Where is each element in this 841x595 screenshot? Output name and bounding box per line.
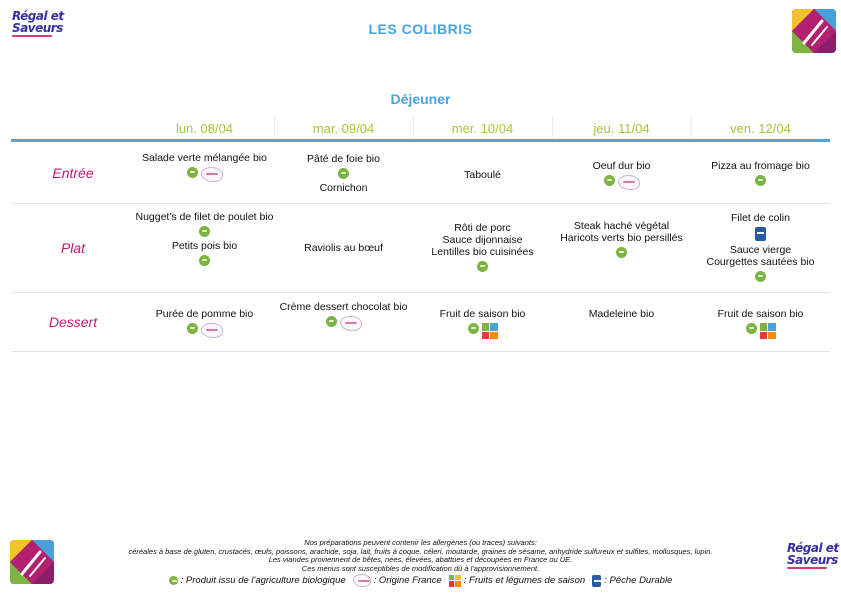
bio-icon [326, 316, 337, 327]
meal-title: Déjeuner [390, 91, 451, 107]
bio-icon [755, 271, 766, 282]
course-label: Entrée [52, 165, 94, 181]
dish-name: Crème dessert chocolat bio [279, 301, 408, 313]
bio-icon [477, 261, 488, 272]
allergen-line1: Nos préparations peuvent contenir les allergènes (ou traces) suivants: [304, 538, 537, 547]
origine-france-icon [353, 574, 371, 587]
header-divider [11, 139, 830, 142]
day-header: mar. 09/04 [312, 121, 375, 136]
menu-cell [135, 308, 274, 341]
dish-icons [691, 271, 830, 282]
peche-durable-icon [592, 575, 601, 587]
dish-icons [274, 316, 413, 331]
dish-icons [552, 175, 691, 190]
brand-line2: Saveurs [12, 21, 63, 35]
dish-name: Nugget's de filet de poulet bio [135, 211, 274, 223]
bio-icon [199, 255, 210, 266]
menu-cell [691, 160, 830, 189]
menu-cell [552, 160, 691, 193]
allergen-line4: Ces menus sont susceptibles de modification dû à l'approvisionnement. [301, 563, 540, 573]
menu-cell [274, 242, 413, 254]
dish-name: Oeuf dur bio [592, 160, 651, 172]
bio-icon [199, 226, 210, 237]
page-title: LES COLIBRIS [368, 21, 473, 37]
bio-icon [746, 323, 757, 334]
dish-name: Madeleine bio [588, 308, 655, 320]
course-label: Dessert [48, 314, 98, 330]
menu-cell [135, 152, 274, 185]
legend-peche: : Pêche Durable [604, 575, 673, 586]
bio-icon [187, 167, 198, 178]
cutlery-logo-footer [10, 540, 54, 584]
dish-icons [135, 255, 274, 266]
dish-icons [552, 247, 691, 258]
day-header: lun. 08/04 [175, 121, 234, 136]
bio-icon [187, 323, 198, 334]
dish-name: Cornichon [319, 182, 368, 194]
cutlery-logo-footer-graphic [10, 540, 54, 584]
row-divider [11, 351, 830, 352]
bio-icon [468, 323, 479, 334]
dish-name: Rôti de porc Sauce dijonnaise Lentilles bio cuisinées [431, 222, 534, 258]
dish-icons [274, 168, 413, 179]
menu-cell [135, 211, 274, 269]
dish-icons [691, 227, 830, 241]
bio-icon [755, 175, 766, 186]
bio-icon [616, 247, 627, 258]
dish-name: Sauce vierge Courgettes sautées bio [706, 244, 815, 268]
fruits-legumes-saison-icon [449, 575, 461, 587]
menu-cell [552, 308, 691, 320]
bio-icon [604, 175, 615, 186]
allergen-notice [60, 539, 781, 573]
legend-bio: : Produit issu de l'agriculture biologique [180, 575, 346, 586]
menu-cell [413, 222, 552, 275]
dish-name: Fruit de saison bio [439, 308, 526, 320]
legend-france: : Origine France [373, 575, 442, 586]
bio-icon [169, 576, 178, 585]
regal-saveurs-logo-footer [787, 542, 839, 584]
course-label: Plat [60, 240, 86, 256]
dish-icons [413, 323, 552, 339]
dish-icons [135, 167, 274, 182]
day-header: ven. 12/04 [730, 121, 791, 136]
menu-cell [413, 308, 552, 342]
menu-cell [274, 153, 413, 194]
menu-cell [413, 169, 552, 181]
day-header: jeu. 11/04 [593, 121, 650, 136]
row-divider [11, 292, 830, 293]
brand-line1-footer: Régal et [787, 541, 839, 555]
menu-cell [274, 301, 413, 334]
origine-france-icon [340, 316, 362, 331]
allergen-line3: Les viandes proviennent de bêtes, nées, élevées, abattues et découpées en France ou UE. [268, 555, 573, 565]
dish-icons [691, 175, 830, 186]
menu-cell [552, 220, 691, 261]
dish-name: Taboulé [464, 169, 501, 181]
dish-icons [135, 323, 274, 338]
brand-line2-footer: Saveurs [787, 553, 838, 567]
dish-name: Pizza au fromage bio [711, 160, 810, 172]
bio-icon [338, 168, 349, 179]
dish-name: Purée de pomme bio [155, 308, 254, 320]
dish-name: Filet de colin [731, 212, 790, 224]
dish-name: Raviolis au bœuf [304, 242, 383, 254]
brand-line1: Régal et [12, 9, 64, 23]
brand-smile-footer [787, 567, 827, 572]
peche-durable-icon [755, 227, 766, 241]
icon-legend [60, 574, 781, 587]
day-header: mer. 10/04 [451, 121, 514, 136]
origine-france-icon [201, 323, 223, 338]
dish-icons [413, 261, 552, 272]
dish-name: Pâté de foie bio [307, 153, 380, 165]
fruits-legumes-saison-icon [760, 323, 776, 339]
dish-name: Salade verte mélangée bio [142, 152, 267, 164]
origine-france-icon [618, 175, 640, 190]
dish-icons [135, 226, 274, 237]
menu-cell [691, 212, 830, 285]
dish-icons [691, 323, 830, 339]
dish-name: Steak haché végétal Haricots verts bio persillés [560, 220, 683, 244]
dish-name: Fruit de saison bio [717, 308, 804, 320]
dish-name: Petits pois bio [171, 240, 238, 252]
fruits-legumes-saison-icon [482, 323, 498, 339]
menu-cell [691, 308, 830, 342]
origine-france-icon [201, 167, 223, 182]
legend-saison: : Fruits et légumes de saison [463, 575, 586, 586]
allergen-line2: céréales à base de gluten, crustacés, œufs, poissons, arachide, soja, lait, fruits à coque, céleri, moutarde, graines de sésame, anhydride sulfureux et sulfites, mollusques, lupin. [128, 546, 713, 556]
row-divider [11, 203, 830, 204]
